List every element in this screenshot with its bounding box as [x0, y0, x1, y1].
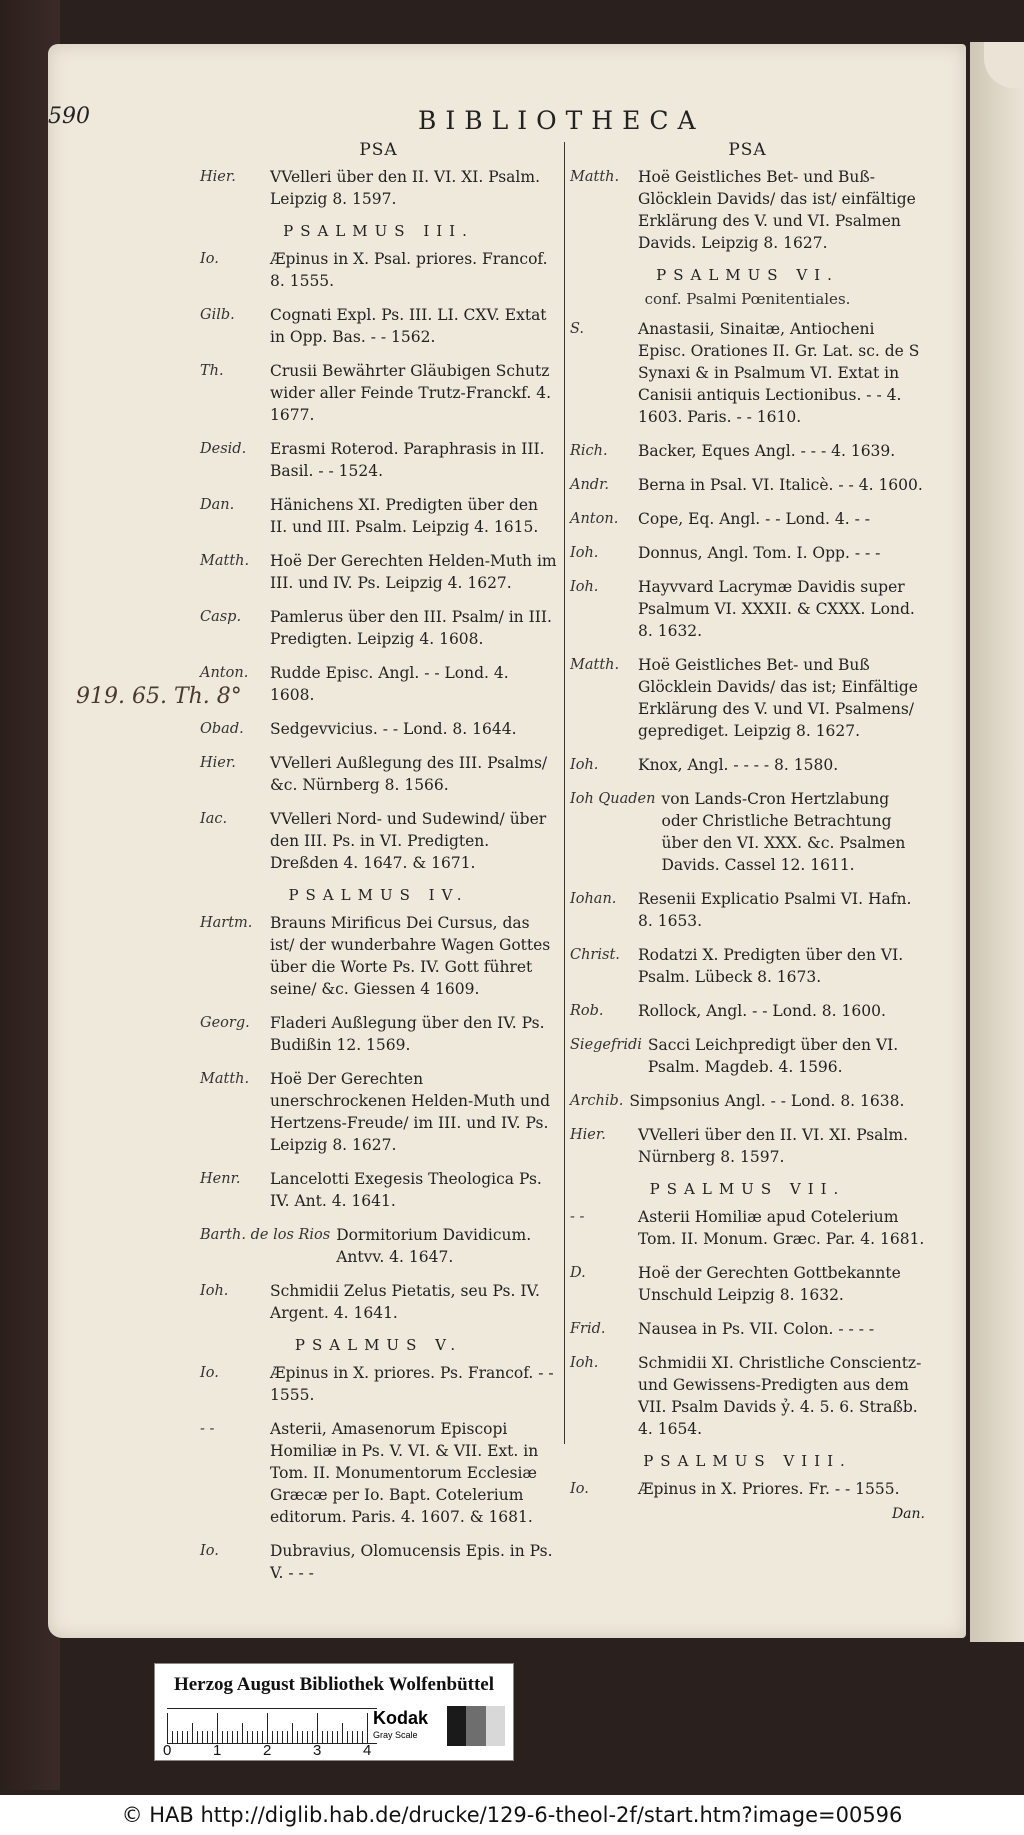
entry-author-forename: Andr. — [570, 477, 610, 493]
bibliography-entry — [200, 360, 557, 426]
entry-author-forename: Hartm. — [200, 915, 253, 931]
bibliography-entry — [570, 474, 925, 496]
ruler-tick — [187, 1731, 188, 1743]
bibliography-entry — [570, 1034, 925, 1078]
ruler-tick — [302, 1731, 303, 1743]
ruler-tick — [172, 1731, 173, 1743]
ruler-number: 2 — [263, 1742, 272, 1759]
ruler-tick — [347, 1731, 348, 1743]
entry-author-forename: Georg. — [200, 1015, 250, 1031]
entry-citation: Sacci Leichpredigt über den VI. Psalm. Magdeb. 4. 1596. — [647, 1036, 899, 1076]
page-number: 590 — [48, 104, 90, 129]
section-heading: PSALMUS III. — [283, 222, 474, 240]
bibliography-entry — [200, 1168, 557, 1212]
ruler-tick — [332, 1731, 333, 1743]
bibliography-entry — [570, 576, 925, 642]
ruler-tick — [182, 1731, 183, 1743]
bibliography-entry — [570, 542, 925, 564]
ruler-tick — [232, 1731, 233, 1743]
entry-citation: Æpinus in X. Psal. priores. Francof. 8. 1555. — [270, 250, 548, 290]
ruler-tick — [202, 1731, 203, 1743]
entry-citation: Crusii Bewährter Gläubigen Schutz wider aller Feinde Trutz-Franckf. 4. 1677. — [270, 362, 552, 424]
bibliography-entry — [200, 1540, 557, 1584]
bibliography-entry — [570, 166, 925, 254]
bibliography-entry — [200, 1012, 557, 1056]
ruler-tick — [292, 1723, 293, 1743]
bibliography-entry — [200, 1280, 557, 1324]
ruler-tick — [267, 1713, 268, 1743]
bibliography-entry — [200, 752, 557, 796]
bibliography-entry — [200, 1224, 557, 1268]
entry-citation: Brauns Mirificus Dei Cursus, das ist/ der wunderbahre Wagen Gottes über die Worte Ps. IV. Gott führet seine/ &c. Giessen 4 1609. — [270, 914, 551, 998]
entry-citation: Berna in Psal. VI. Italicè. - - 4. 1600. — [638, 476, 923, 494]
footer-bar — [0, 1795, 1024, 1835]
entry-author-forename: Matth. — [200, 1071, 250, 1087]
gray-swatch — [466, 1706, 485, 1746]
ruler-tick — [282, 1731, 283, 1743]
entry-author-forename: Henr. — [200, 1171, 241, 1187]
bibliography-entry — [200, 1068, 557, 1156]
entry-citation: Æpinus in X. Priores. Fr. - - 1555. — [638, 1480, 900, 1498]
entry-citation: Dormitorium Davidicum. Antvv. 4. 1647. — [336, 1226, 532, 1266]
bibliography-entry — [200, 166, 557, 210]
entry-author-forename: Rob. — [570, 1003, 604, 1019]
entry-author-forename: Anton. — [200, 665, 249, 681]
bibliography-entry — [570, 754, 925, 776]
section-heading: PSALMUS VI. — [656, 266, 839, 284]
entry-author-forename: Frid. — [570, 1321, 606, 1337]
column-divider — [564, 142, 565, 1444]
bibliography-entry — [570, 1124, 925, 1168]
entry-author-forename: Rich. — [570, 443, 608, 459]
bibliography-entry — [570, 654, 925, 742]
entry-citation: Anastasii, Sinaitæ, Antiocheni Episc. Orationes II. Gr. Lat. sc. de S Synaxi & in Psalmum VI. Extat in Canisii antiquis Lectionibus. - - 4. 1603. Paris. - - 1610. — [638, 320, 920, 426]
entry-author-forename: Matth. — [200, 553, 250, 569]
entry-author-forename: - - — [200, 1421, 215, 1437]
gray-swatch — [486, 1706, 505, 1746]
ruler-tick — [327, 1731, 328, 1743]
entry-author-forename: Ioh. — [570, 545, 599, 561]
ruler-tick — [242, 1723, 243, 1743]
ruler-tick — [342, 1723, 343, 1743]
bibliography-entry — [200, 912, 557, 1000]
entry-author-forename: Archib. — [570, 1093, 624, 1109]
entry-author-forename: Matth. — [570, 657, 620, 673]
ruler-tick — [357, 1731, 358, 1743]
section-heading: PSALMUS IV. — [288, 886, 469, 904]
bibliography-entry — [570, 508, 925, 530]
entry-citation: Rollock, Angl. - - Lond. 8. 1600. — [638, 1002, 886, 1020]
ruler-tick — [227, 1731, 228, 1743]
gray-swatches — [447, 1706, 505, 1746]
entry-citation: Erasmi Roterod. Paraphrasis in III. Basil. - - 1524. — [270, 440, 545, 480]
ruler-tick — [317, 1713, 318, 1743]
bibliography-entry — [570, 1352, 925, 1440]
ruler-tick — [287, 1731, 288, 1743]
ruler-tick — [337, 1731, 338, 1743]
entry-author-forename: S. — [570, 321, 585, 337]
entry-citation: VVelleri über den II. VI. XI. Psalm. Nürnberg 8. 1597. — [638, 1126, 909, 1166]
bibliography-entry — [570, 944, 925, 988]
bibliography-entry — [570, 1318, 925, 1340]
ruler-number: 1 — [213, 1742, 222, 1759]
entry-author-forename: Hier. — [200, 755, 236, 771]
bibliography-entry — [570, 1000, 925, 1022]
entry-citation: Hayvvard Lacrymæ Davidis super Psalmum VI. XXXII. & CXXX. Lond. 8. 1632. — [638, 578, 915, 640]
bibliography-entry — [200, 550, 557, 594]
entry-citation: VVelleri Außlegung des III. Psalms/ &c. Nürnberg 8. 1566. — [270, 754, 548, 794]
bibliography-entry — [200, 304, 557, 348]
entry-citation: Lancelotti Exegesis Theologica Ps. IV. Ant. 4. 1641. — [270, 1170, 542, 1210]
color-calibration-card — [154, 1663, 514, 1761]
ruler-number: 0 — [163, 1742, 172, 1759]
entry-author-forename: Matth. — [570, 169, 620, 185]
right-entries — [570, 166, 925, 1500]
bibliography-entry — [570, 888, 925, 932]
entry-citation: Hoë Geistliches Bet- und Buß Glöcklein Davids/ das ist; Einfältige Erklärung des V. und VI. Psalmens/ geprediget. Leipzig 8. 1627. — [638, 656, 918, 740]
bibliography-entry — [200, 606, 557, 650]
entry-author-forename: Io. — [570, 1481, 589, 1497]
bibliography-entry — [200, 808, 557, 874]
bibliography-entry — [570, 440, 925, 462]
ruler-tick — [177, 1731, 178, 1743]
kodak-logo: Kodak — [373, 1708, 429, 1728]
entry-citation: Donnus, Angl. Tom. I. Opp. - - - — [638, 544, 881, 562]
entry-citation: Dubravius, Olomucensis Epis. in Ps. V. - - - — [270, 1542, 553, 1582]
entry-author-forename: Christ. — [570, 947, 620, 963]
entry-author-forename: Ioh Quaden — [570, 791, 656, 807]
entry-author-forename: Io. — [200, 1543, 219, 1559]
ruler-tick — [247, 1731, 248, 1743]
bibliography-entry — [200, 718, 557, 740]
entry-citation: Cognati Expl. Ps. III. LI. CXV. Extat in Opp. Bas. - - 1562. — [270, 306, 547, 346]
ruler-tick — [197, 1731, 198, 1743]
bibliography-entry — [570, 1090, 925, 1112]
ruler-tick — [192, 1723, 193, 1743]
entry-citation: Hänichens XI. Predigten über den II. und III. Psalm. Leipzig 4. 1615. — [270, 496, 539, 536]
ruler-scale — [167, 1708, 377, 1744]
entry-author-forename: Iac. — [200, 811, 228, 827]
entry-author-forename: Casp. — [200, 609, 242, 625]
entry-citation: Resenii Explicatio Psalmi VI. Hafn. 8. 1653. — [638, 890, 912, 930]
entry-citation: Asterii Homiliæ apud Cotelerium Tom. II. Monum. Græc. Par. 4. 1681. — [638, 1208, 925, 1248]
entry-citation: Rudde Episc. Angl. - - Lond. 4. 1608. — [270, 664, 509, 704]
adjacent-page-edge — [970, 42, 1024, 1642]
bibliography-entry — [200, 1418, 557, 1528]
section-heading: PSALMUS V. — [294, 1336, 463, 1354]
ruler-tick — [352, 1731, 353, 1743]
entry-author-forename: Th. — [200, 363, 224, 379]
ruler-number: 4 — [363, 1742, 372, 1759]
bibliography-entry — [570, 1206, 925, 1250]
entry-author-forename: Desid. — [200, 441, 247, 457]
entry-citation: Hoë Der Gerechten Helden-Muth im III. und IV. Ps. Leipzig 4. 1627. — [270, 552, 557, 592]
right-column — [570, 140, 925, 1522]
gray-swatch — [447, 1706, 466, 1746]
card-title: Herzog August Bibliothek Wolfenbüttel — [173, 1674, 495, 1695]
entry-author-forename: Ioh. — [570, 1355, 599, 1371]
bibliography-entry — [570, 788, 925, 876]
ruler-tick — [272, 1731, 273, 1743]
running-title: BIBLIOTHECA — [418, 106, 705, 135]
entry-citation: Knox, Angl. - - - - 8. 1580. — [638, 756, 839, 774]
kodak-gray-scale — [367, 1704, 507, 1750]
section-note: conf. Psalmi Pœnitentiales. — [644, 290, 851, 308]
entry-author-forename: Hier. — [570, 1127, 606, 1143]
bibliography-entry — [570, 1262, 925, 1306]
catchword: Dan. — [891, 1506, 925, 1522]
bibliography-entry — [570, 318, 925, 428]
ruler-tick — [322, 1731, 323, 1743]
entry-citation: Nausea in Ps. VII. Colon. - - - - — [638, 1320, 875, 1338]
entry-citation: Æpinus in X. priores. Ps. Francof. - - 1555. — [270, 1364, 554, 1404]
entry-author-forename: Anton. — [570, 511, 619, 527]
handwritten-shelfmark: 919. 65. Th. 8° — [76, 684, 242, 709]
entry-author-forename: Ioh. — [570, 579, 599, 595]
entry-citation: Asterii, Amasenorum Episcopi Homiliæ in Ps. V. VI. & VII. Ext. in Tom. II. Monumentorum Ecclesiæ Græcæ per Io. Bapt. Cotelerium editorum. Paris. 4. 1607. & 1681. — [270, 1420, 539, 1526]
ruler-number: 3 — [313, 1742, 322, 1759]
entry-author-forename: Hier. — [200, 169, 236, 185]
bibliography-entry — [200, 662, 557, 706]
gray-scale-label: Gray Scale — [373, 1730, 418, 1740]
entry-author-forename: D. — [570, 1265, 586, 1281]
left-column-title: PSA — [359, 140, 398, 160]
ruler-tick — [257, 1731, 258, 1743]
left-column — [200, 140, 557, 1596]
ruler-tick — [307, 1731, 308, 1743]
entry-citation: Simpsonius Angl. - - Lond. 8. 1638. — [629, 1092, 905, 1110]
entry-citation: Hoë der Gerechten Gottbekannte Unschuld Leipzig 8. 1632. — [638, 1264, 901, 1304]
entry-citation: Cope, Eq. Angl. - - Lond. 4. - - — [638, 510, 870, 528]
entry-citation: Sedgevvicius. - - Lond. 8. 1644. — [270, 720, 517, 738]
entry-author-forename: Siegefridi — [570, 1037, 642, 1053]
right-column-title: PSA — [728, 140, 767, 160]
entry-author-forename: Ioh. — [200, 1283, 229, 1299]
entry-citation: Hoë Der Gerechten unerschrockenen Helden-Muth und Hertzens-Freude/ im III. und IV. Ps. Leipzig 8. 1627. — [270, 1070, 551, 1154]
ruler-tick — [207, 1731, 208, 1743]
section-heading: PSALMUS VII. — [649, 1180, 846, 1198]
entry-author-forename: Io. — [200, 251, 219, 267]
entry-author-forename: Io. — [200, 1365, 219, 1381]
left-entries — [200, 166, 557, 1584]
ruler-tick — [237, 1731, 238, 1743]
copyright-link[interactable]: © HAB http://diglib.hab.de/drucke/129-6-theol-2f/start.htm?image=00596 — [121, 1803, 903, 1827]
entry-author-forename: Obad. — [200, 721, 244, 737]
entry-citation: Fladeri Außlegung über den IV. Ps. Budißin 12. 1569. — [270, 1014, 545, 1054]
entry-author-forename: Iohan. — [570, 891, 617, 907]
ruler-tick — [222, 1731, 223, 1743]
entry-citation: Pamlerus über den III. Psalm/ in III. Predigten. Leipzig 4. 1608. — [270, 608, 552, 648]
bibliography-entry — [200, 1362, 557, 1406]
entry-author-forename: Dan. — [200, 497, 235, 513]
entry-citation: Hoë Geistliches Bet- und Buß-Glöcklein Davids/ das ist/ einfältige Erklärung des V. und VI. Psalmen Davids. Leipzig 8. 1627. — [638, 168, 916, 252]
entry-citation: Schmidii XI. Christliche Conscientz- und Gewissens-Predigten aus dem VII. Psalm Davids ỷ. 4. 5. 6. Straßb. 4. 1654. — [638, 1354, 922, 1438]
ruler-tick — [252, 1731, 253, 1743]
bibliography-entry — [200, 494, 557, 538]
bibliography-entry — [200, 248, 557, 292]
ruler-tick — [167, 1713, 168, 1743]
ruler-tick — [217, 1713, 218, 1743]
entry-author-forename: - - — [570, 1209, 585, 1225]
entry-citation: Rodatzi X. Predigten über den VI. Psalm. Lübeck 8. 1673. — [638, 946, 904, 986]
entry-citation: VVelleri Nord- und Sudewind/ über den III. Ps. in VI. Predigten. Dreßden 4. 1647. & 1671. — [270, 810, 547, 872]
entry-author-forename: Ioh. — [570, 757, 599, 773]
entry-author-forename: Barth. de los Rios — [200, 1227, 331, 1243]
entry-citation: VVelleri über den II. VI. XI. Psalm. Leipzig 8. 1597. — [270, 168, 541, 208]
ruler-tick — [277, 1731, 278, 1743]
entry-author-forename: Gilb. — [200, 307, 235, 323]
bibliography-entry — [570, 1478, 925, 1500]
bibliography-entry — [200, 438, 557, 482]
entry-citation: Schmidii Zelus Pietatis, seu Ps. IV. Argent. 4. 1641. — [270, 1282, 540, 1322]
entry-citation: Backer, Eques Angl. - - - 4. 1639. — [638, 442, 896, 460]
ruler-tick — [297, 1731, 298, 1743]
section-heading: PSALMUS VIII. — [643, 1452, 852, 1470]
entry-citation: von Lands-Cron Hertzlabung oder Christliche Betrachtung über den VI. XXX. &c. Psalmen Davids. Cassel 12. 1611. — [661, 790, 906, 874]
